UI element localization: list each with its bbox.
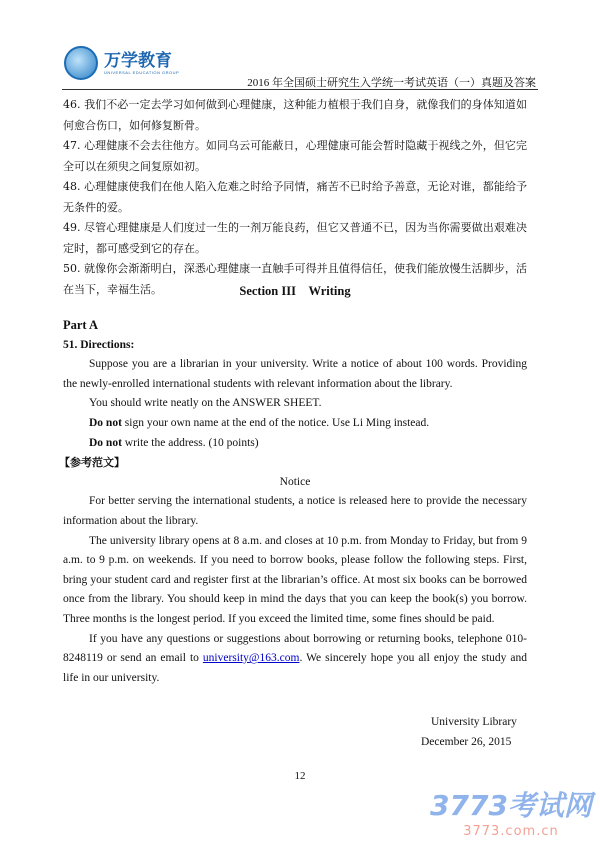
instruction-name: Do not sign your own name at the end of the notice. Use Li Ming instead. xyxy=(89,416,430,429)
translations xyxy=(63,95,527,300)
brand-logo xyxy=(64,46,179,80)
watermark-main: 3773考试网 xyxy=(430,789,592,822)
reference-label: 【参考范文】 xyxy=(59,456,125,470)
logo-text: 万学教育 xyxy=(104,50,172,71)
answer-sheet-note: You should write neatly on the ANSWER SHEET. xyxy=(89,397,322,410)
watermark xyxy=(430,784,592,839)
directions-label: 51. Directions: xyxy=(63,338,135,351)
watermark-url: 3773.com.cn xyxy=(463,824,559,839)
logo-emblem-icon xyxy=(64,46,98,80)
translation-item: 48. 心理健康使我们在他人陷入危难之时给予同情，痛苦不已时给予善意，无论对谁，都能给予无条件的爱。 xyxy=(63,180,527,214)
directions-text: Suppose you are a librarian in your university. Write a notice of about 100 words. Providing the newly-enrolled international students with relevant information about the library. xyxy=(63,358,527,390)
translation-item: 46. 我们不必一定去学习如何做到心理健康，这种能力植根于我们自身，就像我们的身体知道如何愈合伤口，如何修复断骨。 xyxy=(63,98,527,132)
translation-item: 50. 就像你会渐渐明白，深悉心理健康一直触手可得并且值得信任，使我们能放慢生活脚步，活在当下，幸福生活。 xyxy=(63,262,527,296)
notice-title: Notice xyxy=(279,475,311,488)
header-divider xyxy=(62,89,538,90)
section-heading: Section III Writing xyxy=(239,284,351,298)
translation-item: 49. 尽管心理健康是人们度过一生的一剂万能良药，但它又普通不已，因为当你需要做出艰难决定时，都可感受到它的存在。 xyxy=(63,221,527,255)
header-title: 2016 年全国硕士研究生入学统一考试英语（一）真题及答案 xyxy=(247,77,536,89)
logo-subtext: UNIVERSAL EDUCATION GROUP xyxy=(104,69,180,75)
notice-paragraph: If you have any questions or suggestions about borrowing or returning books, telephone 010-8248119 or send an email to university@163.com. We sincerely hope you all enjoy the study and life in our university. xyxy=(63,632,528,684)
part-heading: Part A xyxy=(63,318,99,332)
signature: University Library xyxy=(431,716,517,728)
notice-paragraph: For better serving the international students, a notice is released here to provide the necessary information about the library. xyxy=(63,495,527,527)
page-number: 12 xyxy=(294,770,306,782)
notice-paragraph: The university library opens at 8 a.m. and closes at 10 p.m. from Monday to Friday, but from 9 a.m. to 9 p.m. on weekends. If you need to borrow books, please follow the following steps. First, bring your student card and register first at the librarian’s office. At most six books can be borrowed once from the library. You should keep in mind the days that you can keep the book(s) you borrow. Three months is the longest period. If you exceed the limited time, some fines should be paid. xyxy=(63,534,527,625)
translation-item: 47. 心理健康不会去往他方。如同乌云可能蔽日，心理健康可能会暂时隐藏于视线之外，但它完全可以在须臾之间复原如初。 xyxy=(63,139,527,173)
email-link[interactable]: university@163.com xyxy=(202,652,300,665)
instruction-address: Do not write the address. (10 points) xyxy=(89,436,259,449)
notice-date: December 26, 2015 xyxy=(421,736,512,748)
